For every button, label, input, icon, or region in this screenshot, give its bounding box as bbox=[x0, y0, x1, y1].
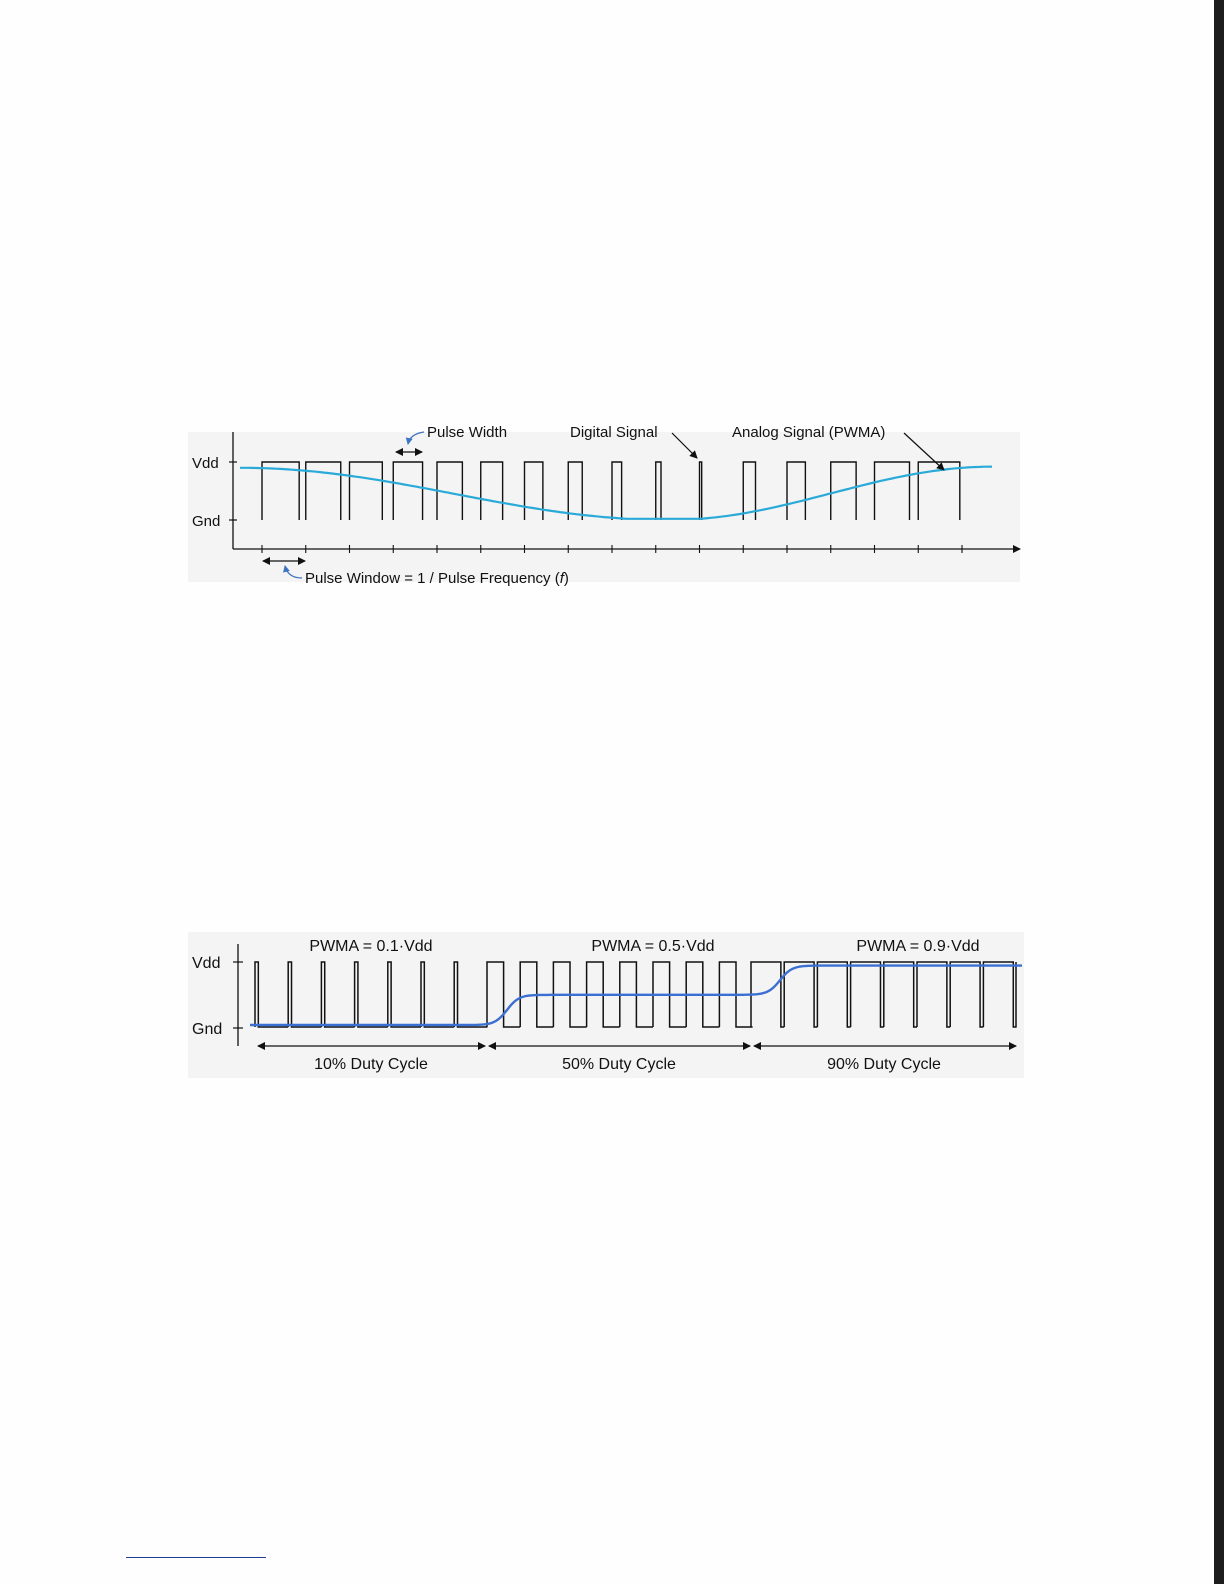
segment-2-title: PWMA = 0.5·Vdd bbox=[591, 938, 715, 955]
segment-1-title: PWMA = 0.1·Vdd bbox=[309, 938, 433, 955]
segment-3-duty-label: 90% Duty Cycle bbox=[827, 1056, 941, 1073]
vdd-label: Vdd bbox=[192, 455, 219, 472]
footnote-rule bbox=[126, 1557, 266, 1558]
analog-signal-label: Analog Signal (PWMA) bbox=[732, 424, 886, 441]
figure-1-pwm-signal bbox=[188, 424, 1020, 587]
digital-signal-label: Digital Signal bbox=[570, 424, 658, 441]
figure-1-background bbox=[188, 432, 1020, 582]
gnd-label-2: Gnd bbox=[192, 1021, 223, 1038]
figure-2-duty-cycles bbox=[188, 932, 1024, 1078]
pulse-width-label: Pulse Width bbox=[427, 424, 508, 441]
segment-1-duty-label: 10% Duty Cycle bbox=[314, 1056, 428, 1073]
segment-3-title: PWMA = 0.9·Vdd bbox=[856, 938, 980, 955]
vdd-label-2: Vdd bbox=[192, 955, 221, 972]
pulse-window-label: Pulse Window = 1 / Pulse Frequency (f) bbox=[305, 570, 569, 587]
gnd-label: Gnd bbox=[192, 513, 221, 530]
segment-2-duty-label: 50% Duty Cycle bbox=[562, 1056, 676, 1073]
